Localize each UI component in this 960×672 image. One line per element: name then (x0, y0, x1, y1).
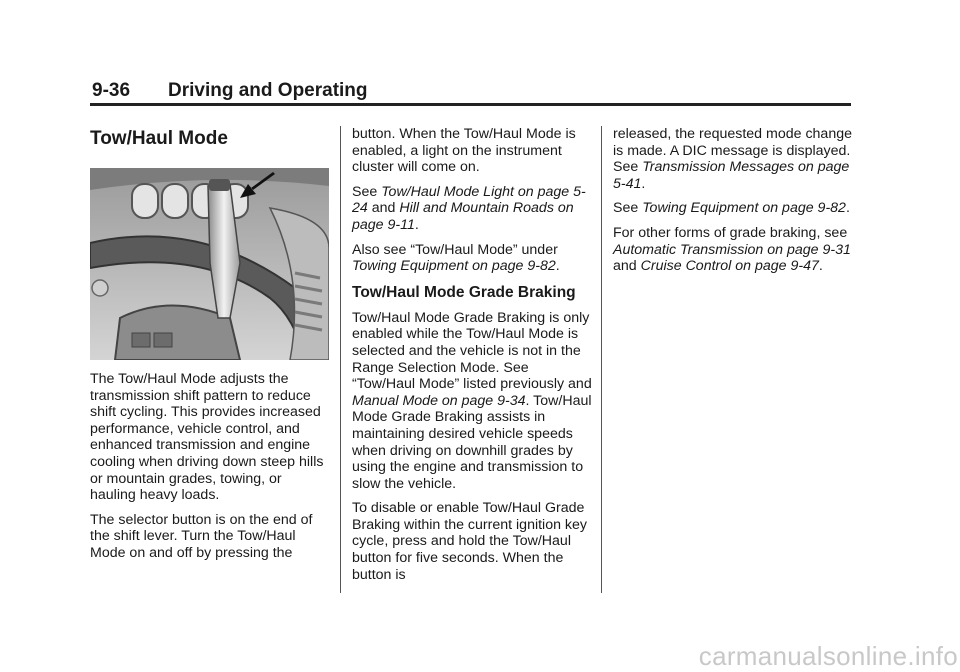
text: See (613, 200, 643, 217)
column-1 (90, 127, 330, 570)
chapter-title: Driving and Operating (168, 80, 368, 101)
text: released, the requested mode change is made. A DIC message is displayed. See (613, 126, 852, 176)
text: and (613, 258, 641, 275)
paragraph: The Tow/Haul Mode adjusts the transmission shift pattern to reduce shift cycling. This provides increased performance, vehicle control, and enhanced transmission and engine cooling when driving down steep hills or mountain grades, towing, or hauling heavy loads. (90, 371, 324, 504)
text: . (641, 175, 646, 192)
page-reference[interactable]: Towing Equipment on page 9-82 (352, 258, 556, 275)
column-3 (613, 126, 853, 283)
page-number: 9-36 (92, 80, 131, 101)
text: Tow/Haul Mode Grade Braking is only enabled while the Tow/Haul Mode is selected and the vehicle is not in the Range Selection Mode. See “Tow/Haul Mode” listed previously and (352, 309, 592, 393)
paragraph (613, 225, 853, 275)
text: . (414, 216, 419, 233)
text: . (845, 200, 850, 217)
paragraph (352, 242, 592, 275)
text: . (555, 258, 560, 275)
header-rule (90, 103, 851, 106)
page-reference[interactable]: Hill and Mountain Roads on page 9-11 (352, 200, 574, 233)
page-header (92, 80, 368, 102)
paragraph: To disable or enable Tow/Haul Grade Braking within the current ignition key cycle, press and hold the Tow/Haul button for five seconds. When the button is (352, 500, 588, 583)
text: Also see “Tow/Haul Mode” under (352, 241, 558, 258)
section-title: Tow/Haul Mode (90, 128, 228, 149)
page-reference[interactable]: Automatic Transmission on page 9-31 (613, 241, 851, 258)
page-reference[interactable]: Manual Mode on page 9-34 (352, 392, 526, 409)
page-reference[interactable]: Tow/Haul Mode Light on page 5-24 (352, 183, 586, 217)
column-divider (601, 126, 602, 593)
page-reference[interactable]: Towing Equipment on page 9-82 (642, 200, 846, 217)
paragraph (613, 200, 853, 217)
paragraph: button. When the Tow/Haul Mode is enabled, a light on the instrument cluster will come on. (352, 126, 576, 176)
illustration-svg (90, 168, 329, 360)
column-2 (352, 126, 592, 591)
paragraph (613, 126, 853, 192)
text: See (352, 183, 382, 200)
steering-column-shift-lever-illustration (90, 168, 329, 360)
page-reference[interactable]: Cruise Control on page 9-47 (640, 258, 819, 275)
text: and (367, 200, 400, 217)
page-reference[interactable]: Transmission Messages on page 5-41 (613, 159, 850, 192)
text: . Tow/Haul Mode Grade Braking assists in maintaining desired vehicle speeds when driving on downhill grades by using the engine and transmission to slow the vehicle. (352, 392, 592, 492)
paragraph (352, 184, 592, 234)
watermark: carmanualsonline.info (698, 641, 958, 671)
paragraph (352, 310, 592, 493)
column-divider (340, 126, 341, 593)
subsection-title: Tow/Haul Mode Grade Braking (352, 283, 576, 301)
paragraph: The selector button is on the end of the shift lever. Turn the Tow/Haul Mode on and off by pressing the (90, 511, 313, 561)
text: For other forms of grade braking, see (613, 224, 848, 241)
text: . (818, 258, 823, 275)
